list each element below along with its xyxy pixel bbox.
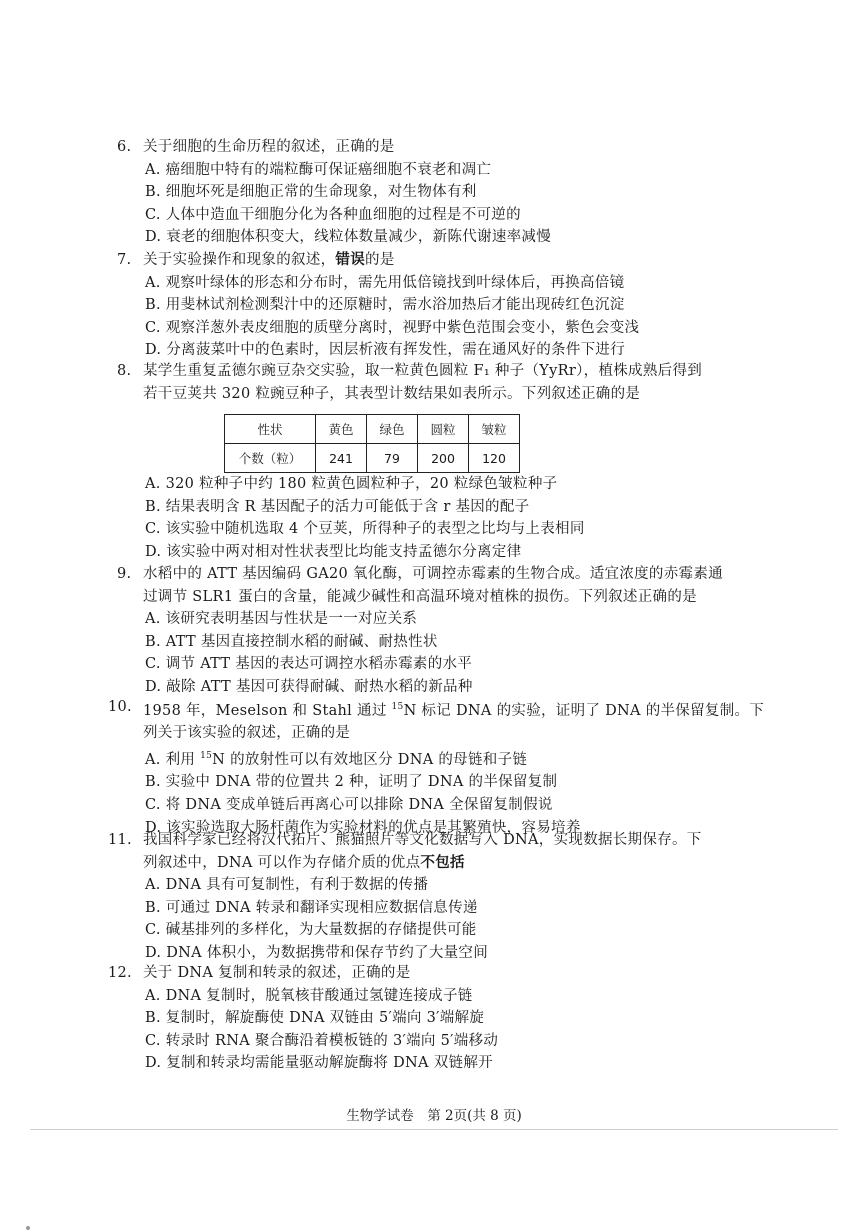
question-stem-line-2: 过调节 SLR1 蛋白的含量，能减少碱性和高温环境对植株的损伤。下列叙述正确的是 bbox=[143, 588, 697, 605]
table-header-cell: 绿色 bbox=[367, 415, 418, 444]
question-stem: 关于实验操作和现象的叙述，错误的是 bbox=[143, 251, 395, 268]
table-row bbox=[225, 444, 520, 473]
option-d: D. 复制和转录均需能量驱动解旋酶将 DNA 双链解开 bbox=[145, 1055, 493, 1072]
question-number: 6. bbox=[117, 139, 132, 155]
question-7 bbox=[117, 249, 717, 362]
option-b: B. ATT 基因直接控制水稻的耐碱、耐热性状 bbox=[145, 633, 438, 650]
question-number: 11. bbox=[108, 832, 132, 848]
question-stem-line-2: 列关于该实验的叙述，正确的是 bbox=[143, 725, 351, 742]
option-b: B. 复制时，解旋酶使 DNA 双链由 5′端向 3′端解旋 bbox=[145, 1010, 485, 1027]
option-a: A. DNA 复制时，脱氧核苷酸通过氢键连接成子链 bbox=[145, 987, 473, 1004]
question-stem-line-1: 某学生重复孟德尔豌豆杂交实验，取一粒黄色圆粒 F₁ 种子（YyRr），植株成熟后得到 bbox=[143, 363, 703, 379]
option-a: A. 该研究表明基因与性状是一一对应关系 bbox=[145, 611, 418, 628]
option-c: C. 该实验中随机选取 4 个豆荚，所得种子的表型之比均与上表相同 bbox=[145, 521, 585, 538]
scan-dot bbox=[26, 1226, 30, 1230]
option-c: C. 观察洋葱外表皮细胞的质壁分离时，视野中紫色范围会变小，紫色会变浅 bbox=[145, 319, 640, 336]
question-number: 10. bbox=[108, 699, 132, 715]
question-number: 9. bbox=[117, 566, 132, 582]
question-number: 8. bbox=[117, 363, 132, 379]
option-c: C. 转录时 RNA 聚合酶沿着模板链的 3′端向 5′端移动 bbox=[145, 1032, 499, 1049]
question-stem: 关于 DNA 复制和转录的叙述，正确的是 bbox=[143, 965, 411, 981]
option-a: A. 利用 $^{15}$N 的放射性可以有效地区分 DNA 的母链和子链 bbox=[145, 751, 528, 768]
table-cell: 120 bbox=[469, 444, 520, 473]
option-c: C. 调节 ATT 基因的表达可调控水稻赤霉素的水平 bbox=[145, 656, 473, 673]
question-stem-line-2: 若干豆荚共 320 粒豌豆种子，其表型计数结果如表所示。下列叙述正确的是 bbox=[143, 385, 641, 402]
option-d: D. 该实验中两对相对性状表型比均能支持孟德尔分离定律 bbox=[145, 543, 522, 560]
table-cell: 个数（粒） bbox=[225, 444, 316, 473]
footer-divider bbox=[30, 1129, 838, 1130]
question-stem-line-2: 列叙述中，DNA 可以作为存储介质的优点不包括 bbox=[143, 853, 465, 871]
table-cell: 79 bbox=[367, 444, 418, 473]
question-stem-line-1: 1958 年，Meselson 和 Stahl 通过 $^{15}$N 标记 DNA 的实验，证明了 DNA 的半保留复制。下 bbox=[143, 702, 765, 719]
table-cell: 200 bbox=[418, 444, 469, 473]
question-8 bbox=[117, 360, 717, 405]
table-header-cell: 皱粒 bbox=[469, 415, 520, 444]
option-a: A. 观察叶绿体的形态和分布时，需先用低倍镜找到叶绿体后，再换高倍镜 bbox=[145, 274, 625, 291]
question-number: 12. bbox=[108, 965, 132, 981]
option-b: B. 结果表明含 R 基因配子的活力可能低于含 r 基因的配子 bbox=[145, 498, 530, 515]
table-header-cell: 圆粒 bbox=[418, 415, 469, 444]
option-c: C. 人体中造血干细胞分化为各种血细胞的过程是不可逆的 bbox=[145, 206, 521, 223]
emphasis-wrong: 错误 bbox=[335, 251, 366, 268]
table-header-row bbox=[225, 415, 520, 444]
question-6 bbox=[117, 136, 717, 249]
page-footer: 生物学试卷 第 2页(共 8 页) bbox=[346, 1108, 522, 1124]
option-d: D. DNA 体积小，为数据携带和保存节约了大量空间 bbox=[145, 944, 489, 961]
option-a: A. DNA 具有可复制性，有利于数据的传播 bbox=[145, 877, 429, 894]
question-stem-line-1: 我国科学家已经将汉代拓片、熊猫照片等文化数据写入 DNA，实现数据长期保存。下 bbox=[143, 832, 702, 848]
question-9 bbox=[117, 563, 723, 699]
option-d: D. 分离菠菜叶中的色素时，因层析液有挥发性，需在通风好的条件下进行 bbox=[145, 342, 626, 359]
option-d: D. 衰老的细胞体积变大，线粒体数量减少，新陈代谢速率减慢 bbox=[145, 229, 552, 246]
question-12 bbox=[108, 962, 717, 1075]
question-stem-line-1: 水稻中的 ATT 基因编码 GA20 氧化酶，可调控赤霉素的生物合成。适宜浓度的赤霉素通 bbox=[143, 566, 723, 582]
emphasis-not-included: 不包括 bbox=[420, 853, 465, 871]
trait-count-table bbox=[224, 414, 520, 473]
question-10 bbox=[108, 696, 765, 839]
option-b: B. 用斐林试剂检测梨汁中的还原糖时，需水浴加热后才能出现砖红色沉淀 bbox=[145, 297, 625, 314]
option-b: B. 实验中 DNA 带的位置共 2 种，证明了 DNA 的半保留复制 bbox=[145, 774, 558, 791]
option-c: C. 将 DNA 变成单链后再离心可以排除 DNA 全保留复制假说 bbox=[145, 797, 553, 814]
question-11 bbox=[108, 829, 717, 965]
table-header-cell: 性状 bbox=[225, 415, 316, 444]
option-a: A. 癌细胞中特有的端粒酶可保证癌细胞不衰老和凋亡 bbox=[145, 161, 492, 178]
table-header-cell: 黄色 bbox=[316, 415, 367, 444]
option-d: D. 该实验选取大肠杆菌作为实验材料的优点是其繁殖快，容易培养 bbox=[145, 819, 581, 836]
option-b: B. 细胞坏死是细胞正常的生命现象，对生物体有利 bbox=[145, 184, 477, 201]
option-a: A. 320 粒种子中约 180 粒黄色圆粒种子，20 粒绿色皱粒种子 bbox=[145, 476, 558, 492]
table-cell: 241 bbox=[316, 444, 367, 473]
option-b: B. 可通过 DNA 转录和翻译实现相应数据信息传递 bbox=[145, 899, 478, 916]
question-number: 7. bbox=[117, 252, 132, 268]
question-stem: 关于细胞的生命历程的叙述，正确的是 bbox=[143, 139, 395, 155]
question-8-options bbox=[117, 473, 717, 563]
option-c: C. 碱基排列的多样化，为大量数据的存储提供可能 bbox=[145, 922, 477, 939]
option-d: D. 敲除 ATT 基因可获得耐碱、耐热水稻的新品种 bbox=[145, 678, 473, 695]
